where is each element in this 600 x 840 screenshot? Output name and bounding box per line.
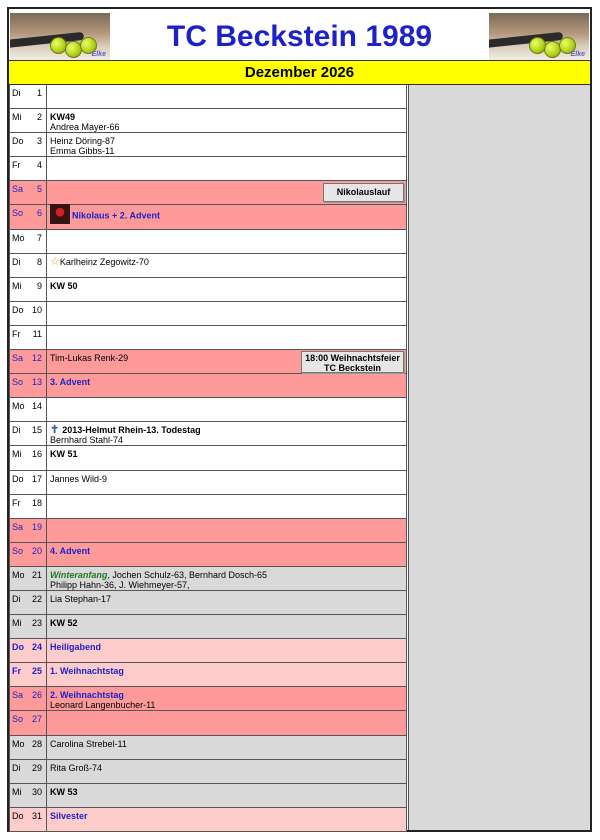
day-cell (10, 422, 47, 445)
day-row (9, 302, 407, 326)
entry-line (50, 594, 404, 604)
day-row (9, 157, 407, 181)
entry-text: Carolina Strebel-11 (50, 738, 127, 749)
notes-column (408, 85, 590, 830)
weekday-label: Mi (12, 786, 22, 797)
day-number: 25 (31, 666, 42, 677)
weekday-label: Di (12, 593, 21, 604)
day-number: 11 (32, 328, 42, 339)
event-label: Nikolauslauf (336, 187, 391, 198)
day-entries (50, 594, 404, 604)
weekday-label: Sa (12, 521, 24, 532)
entry-line (50, 570, 404, 580)
entry-text: Heinz Döring-87 (50, 136, 116, 147)
entry-text: 4. Advent (50, 545, 91, 556)
day-number: 28 (31, 738, 42, 749)
weekday-label: Fr (12, 666, 21, 677)
day-cell (10, 181, 47, 204)
day-number: 14 (31, 401, 42, 412)
day-cell (10, 278, 47, 301)
day-number: 17 (31, 473, 42, 484)
day-cell (10, 495, 47, 518)
weekday-label: So (12, 377, 24, 388)
day-row (9, 760, 407, 784)
day-cell (10, 254, 47, 277)
event-button[interactable] (301, 351, 404, 373)
entry-line (50, 811, 404, 821)
entry-line (50, 112, 404, 122)
day-number: 30 (31, 786, 42, 797)
day-cell (10, 784, 47, 807)
entry-text: Heiligabend (50, 642, 102, 653)
entry-line (50, 546, 404, 556)
day-number: 13 (31, 377, 42, 388)
weekday-label: Mo (12, 738, 25, 749)
day-entries (50, 208, 404, 224)
entry-line (50, 425, 404, 435)
day-row (9, 374, 407, 398)
day-row (9, 736, 407, 760)
day-number: 24 (31, 642, 42, 653)
day-number: 18 (31, 497, 42, 508)
day-row (9, 278, 407, 302)
entry-line (50, 666, 404, 676)
entry-line (50, 208, 404, 224)
day-cell (10, 567, 47, 590)
day-entries (50, 811, 404, 821)
day-number: 20 (31, 545, 42, 556)
day-row (9, 687, 407, 711)
tennis-logo-right: Elke (489, 13, 589, 60)
day-cell (10, 230, 47, 253)
day-number: 9 (36, 280, 42, 291)
day-number: 8 (36, 256, 42, 267)
day-entries (50, 449, 404, 459)
entry-text: 1. Weihnachtstag (50, 666, 124, 677)
day-entries (50, 474, 404, 484)
day-row (9, 205, 407, 229)
entry-text: Lia Stephan-17 (50, 593, 112, 604)
weekday-label: Di (12, 425, 21, 436)
day-entries (50, 690, 404, 710)
weekday-label: Di (12, 88, 21, 98)
entry-text: Tim-Lukas Renk-29 (50, 353, 129, 364)
day-row (9, 133, 407, 157)
entry-line (50, 787, 404, 797)
day-cell (10, 519, 47, 542)
day-entries (50, 377, 404, 387)
entry-line (50, 763, 404, 773)
day-number: 19 (31, 521, 42, 532)
entry-line: Philipp Hahn-36, J. Wiehmeyer-57, (50, 579, 190, 590)
day-row (9, 543, 407, 567)
day-entries (50, 425, 404, 445)
day-number: 4 (36, 160, 42, 171)
day-cell (10, 157, 47, 180)
entry-line (50, 474, 404, 484)
weekday-label: Do (12, 810, 24, 821)
weekday-label: Sa (12, 690, 24, 701)
day-row (9, 663, 407, 687)
day-cell (10, 808, 47, 831)
day-cell (10, 109, 47, 132)
weekday-label: Mo (12, 232, 25, 243)
day-row (9, 446, 407, 470)
day-cell (10, 639, 47, 662)
day-number: 12 (31, 353, 42, 364)
entry-text: Nikolaus + 2. Advent (72, 210, 160, 221)
day-number: 6 (36, 208, 42, 219)
day-number: 29 (31, 762, 42, 773)
entry-line (50, 257, 404, 267)
day-row (9, 254, 407, 278)
day-cell (10, 205, 47, 228)
day-row (9, 591, 407, 615)
entry-text: 2. Weihnachtstag (50, 690, 124, 701)
entry-text: 3. Advent (50, 377, 91, 388)
day-row (9, 109, 407, 133)
day-row (9, 326, 407, 350)
entry-text: , Jochen Schulz-63, Bernhard Dosch-65 (107, 569, 268, 580)
day-entries (50, 257, 404, 267)
day-cell (10, 374, 47, 397)
day-cell (10, 711, 47, 734)
day-entries (50, 642, 404, 652)
day-row (9, 495, 407, 519)
weekday-label: Fr (12, 160, 21, 171)
day-row (9, 519, 407, 543)
weekday-label: Do (12, 136, 24, 147)
entry-text: KW 51 (50, 449, 78, 460)
month-header: Dezember 2026 (9, 60, 590, 85)
day-entries (50, 136, 404, 156)
entry-text: Jannes Wild-9 (50, 473, 108, 484)
entry-text: 2013-Helmut Rhein-13. Todestag (62, 425, 201, 436)
cross-icon: ✝ (50, 424, 63, 437)
day-cell (10, 736, 47, 759)
day-entries (50, 787, 404, 797)
day-entries (50, 666, 404, 676)
day-row (9, 422, 407, 446)
day-row (9, 398, 407, 422)
entry-text: Rita Groß-74 (50, 762, 103, 773)
day-entries (50, 546, 404, 556)
weekday-label: Sa (12, 184, 24, 195)
nikolaus-icon (50, 204, 70, 224)
day-entries (50, 112, 404, 132)
day-cell (10, 133, 47, 156)
day-row (9, 711, 407, 735)
weekday-label: So (12, 208, 24, 219)
entry-text: Karlheinz Zegowitz-70 (59, 256, 149, 267)
weekday-label: Fr (12, 497, 21, 508)
entry-text: KW 52 (50, 618, 78, 629)
day-row (9, 230, 407, 254)
day-cell (10, 398, 47, 421)
event-button[interactable] (323, 183, 404, 202)
weekday-label: Mi (12, 449, 22, 460)
day-cell (10, 687, 47, 710)
day-number: 21 (31, 569, 42, 580)
day-row (9, 350, 407, 374)
entry-line (50, 281, 404, 291)
weekday-label: So (12, 714, 24, 725)
entry-text: KW 53 (50, 786, 78, 797)
day-number: 22 (31, 593, 42, 604)
entry-text: KW49 (50, 112, 76, 123)
page-title: TC Beckstein 1989 (166, 20, 433, 53)
day-cell (10, 326, 47, 349)
day-number: 2 (36, 112, 42, 123)
day-number: 27 (31, 714, 42, 725)
day-number: 10 (31, 304, 42, 315)
weekday-label: Do (12, 642, 24, 653)
weekday-label: Mi (12, 618, 22, 629)
star-icon: ☆ (50, 255, 60, 268)
day-entries (50, 281, 404, 291)
day-number: 1 (36, 88, 42, 98)
day-row (9, 85, 407, 109)
entry-line (50, 739, 404, 749)
entry-line (50, 690, 404, 700)
entry-line: Bernhard Stahl-74 (50, 435, 124, 446)
day-row (9, 181, 407, 205)
day-number: 16 (31, 449, 42, 460)
day-list (9, 85, 407, 832)
day-number: 26 (31, 690, 42, 701)
entry-line: Leonard Langenbucher-11 (50, 700, 156, 711)
day-number: 31 (31, 810, 42, 821)
entry-line (50, 618, 404, 628)
day-row (9, 639, 407, 663)
tennis-logo-left: Elke (10, 13, 110, 60)
day-entries (50, 618, 404, 628)
entry-line (50, 642, 404, 652)
day-number: 5 (36, 184, 42, 195)
weekday-label: Fr (12, 328, 21, 339)
day-number: 7 (36, 232, 42, 243)
day-row (9, 567, 407, 591)
entry-line (50, 377, 404, 387)
day-cell (10, 663, 47, 686)
weekday-label: Mo (12, 401, 25, 412)
season-label: Winteranfang (50, 569, 108, 580)
weekday-label: Di (12, 256, 21, 267)
day-cell (10, 302, 47, 325)
day-cell (10, 543, 47, 566)
entry-text: KW 50 (50, 280, 78, 291)
day-number: 23 (31, 618, 42, 629)
weekday-label: Mi (12, 280, 22, 291)
weekday-label: Di (12, 762, 21, 773)
weekday-label: Mi (12, 112, 22, 123)
day-row (9, 615, 407, 639)
day-row (9, 471, 407, 495)
day-cell (10, 350, 47, 373)
weekday-label: Do (12, 473, 24, 484)
entry-line (50, 136, 404, 146)
day-cell (10, 446, 47, 469)
day-number: 15 (31, 425, 42, 436)
day-row (9, 808, 407, 832)
weekday-label: Sa (12, 353, 24, 364)
day-number: 3 (36, 136, 42, 147)
weekday-label: Do (12, 304, 24, 315)
day-cell (10, 615, 47, 638)
entry-line: Andrea Mayer-66 (50, 122, 120, 133)
day-cell (10, 760, 47, 783)
entry-text: Silvester (50, 810, 88, 821)
weekday-label: Mo (12, 569, 25, 580)
event-label: 18:00 Weihnachtsfeier (305, 353, 400, 364)
entry-line: Emma Gibbs-11 (50, 146, 115, 157)
day-entries (50, 739, 404, 749)
day-entries (50, 570, 404, 590)
day-cell (10, 591, 47, 614)
day-cell (10, 471, 47, 494)
weekday-label: So (12, 545, 24, 556)
calendar-page (7, 7, 592, 832)
event-label: TC Beckstein (323, 363, 382, 374)
day-row (9, 784, 407, 808)
day-cell (10, 85, 47, 108)
entry-line (50, 449, 404, 459)
day-entries (50, 763, 404, 773)
